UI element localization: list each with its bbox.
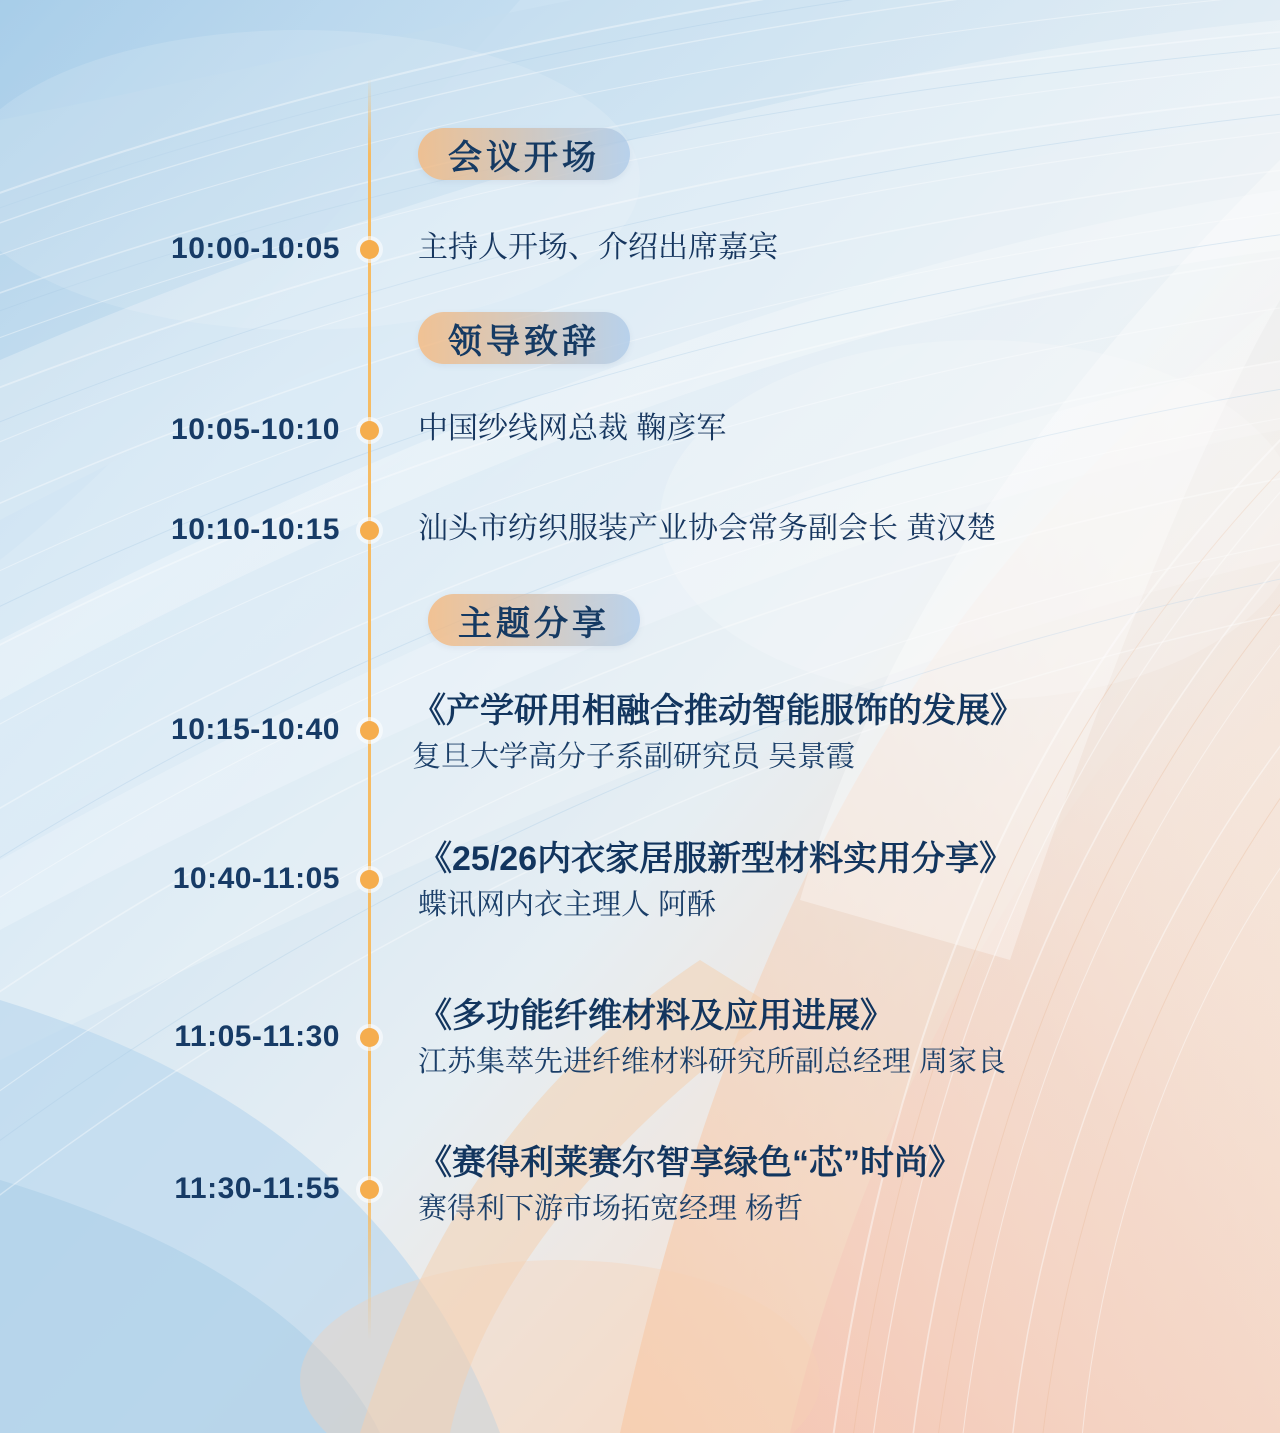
agenda-content — [418, 411, 1218, 448]
agenda-description: 主持人开场、介绍出席嘉宾 — [418, 231, 778, 264]
session-speaker: 赛得利下游市场拓宽经理 杨哲 — [418, 1192, 804, 1225]
agenda-content — [418, 838, 1218, 924]
agenda-time: 11:30-11:55 — [174, 1172, 340, 1205]
session-title: 《多功能纤维材料及应用进展》 — [418, 997, 894, 1035]
agenda-content — [418, 1142, 1218, 1228]
timeline-dot — [360, 240, 379, 259]
agenda-content — [418, 230, 1218, 267]
timeline-dot — [360, 1028, 379, 1047]
agenda-time: 10:15-10:40 — [171, 713, 340, 746]
agenda-content — [418, 511, 1218, 548]
timeline-axis — [368, 78, 371, 1340]
timeline-dot — [360, 1180, 379, 1199]
agenda-time: 10:05-10:10 — [171, 413, 340, 446]
session-title: 《产学研用相融合推动智能服饰的发展》 — [412, 692, 1024, 730]
session-title: 《25/26内衣家居服新型材料实用分享》 — [418, 840, 1014, 878]
agenda-description: 中国纱线网总裁 鞠彦军 — [418, 412, 727, 445]
timeline-dot — [360, 721, 379, 740]
agenda-content — [412, 690, 1212, 776]
session-title: 《赛得利莱赛尔智享绿色“芯”时尚》 — [418, 1144, 962, 1182]
timeline-dot — [360, 870, 379, 889]
section-chip-opening: 会议开场 — [418, 128, 630, 180]
agenda-time: 10:00-10:05 — [171, 232, 340, 265]
agenda-time: 10:10-10:15 — [171, 513, 340, 546]
session-speaker: 蝶讯网内衣主理人 阿酥 — [418, 888, 717, 921]
timeline-dot — [360, 521, 379, 540]
timeline-dot — [360, 421, 379, 440]
session-speaker: 复旦大学高分子系副研究员 吴景霞 — [412, 740, 856, 773]
agenda-content — [418, 995, 1218, 1081]
section-chip-leader-speech: 领导致辞 — [418, 312, 630, 364]
agenda-time: 10:40-11:05 — [172, 862, 340, 895]
section-chip-keynote: 主题分享 — [428, 594, 640, 646]
agenda-time: 11:05-11:30 — [174, 1020, 340, 1053]
session-speaker: 江苏集萃先进纤维材料研究所副总经理 周家良 — [418, 1045, 1007, 1078]
agenda-description: 汕头市纺织服装产业协会常务副会长 黄汉楚 — [418, 512, 997, 545]
